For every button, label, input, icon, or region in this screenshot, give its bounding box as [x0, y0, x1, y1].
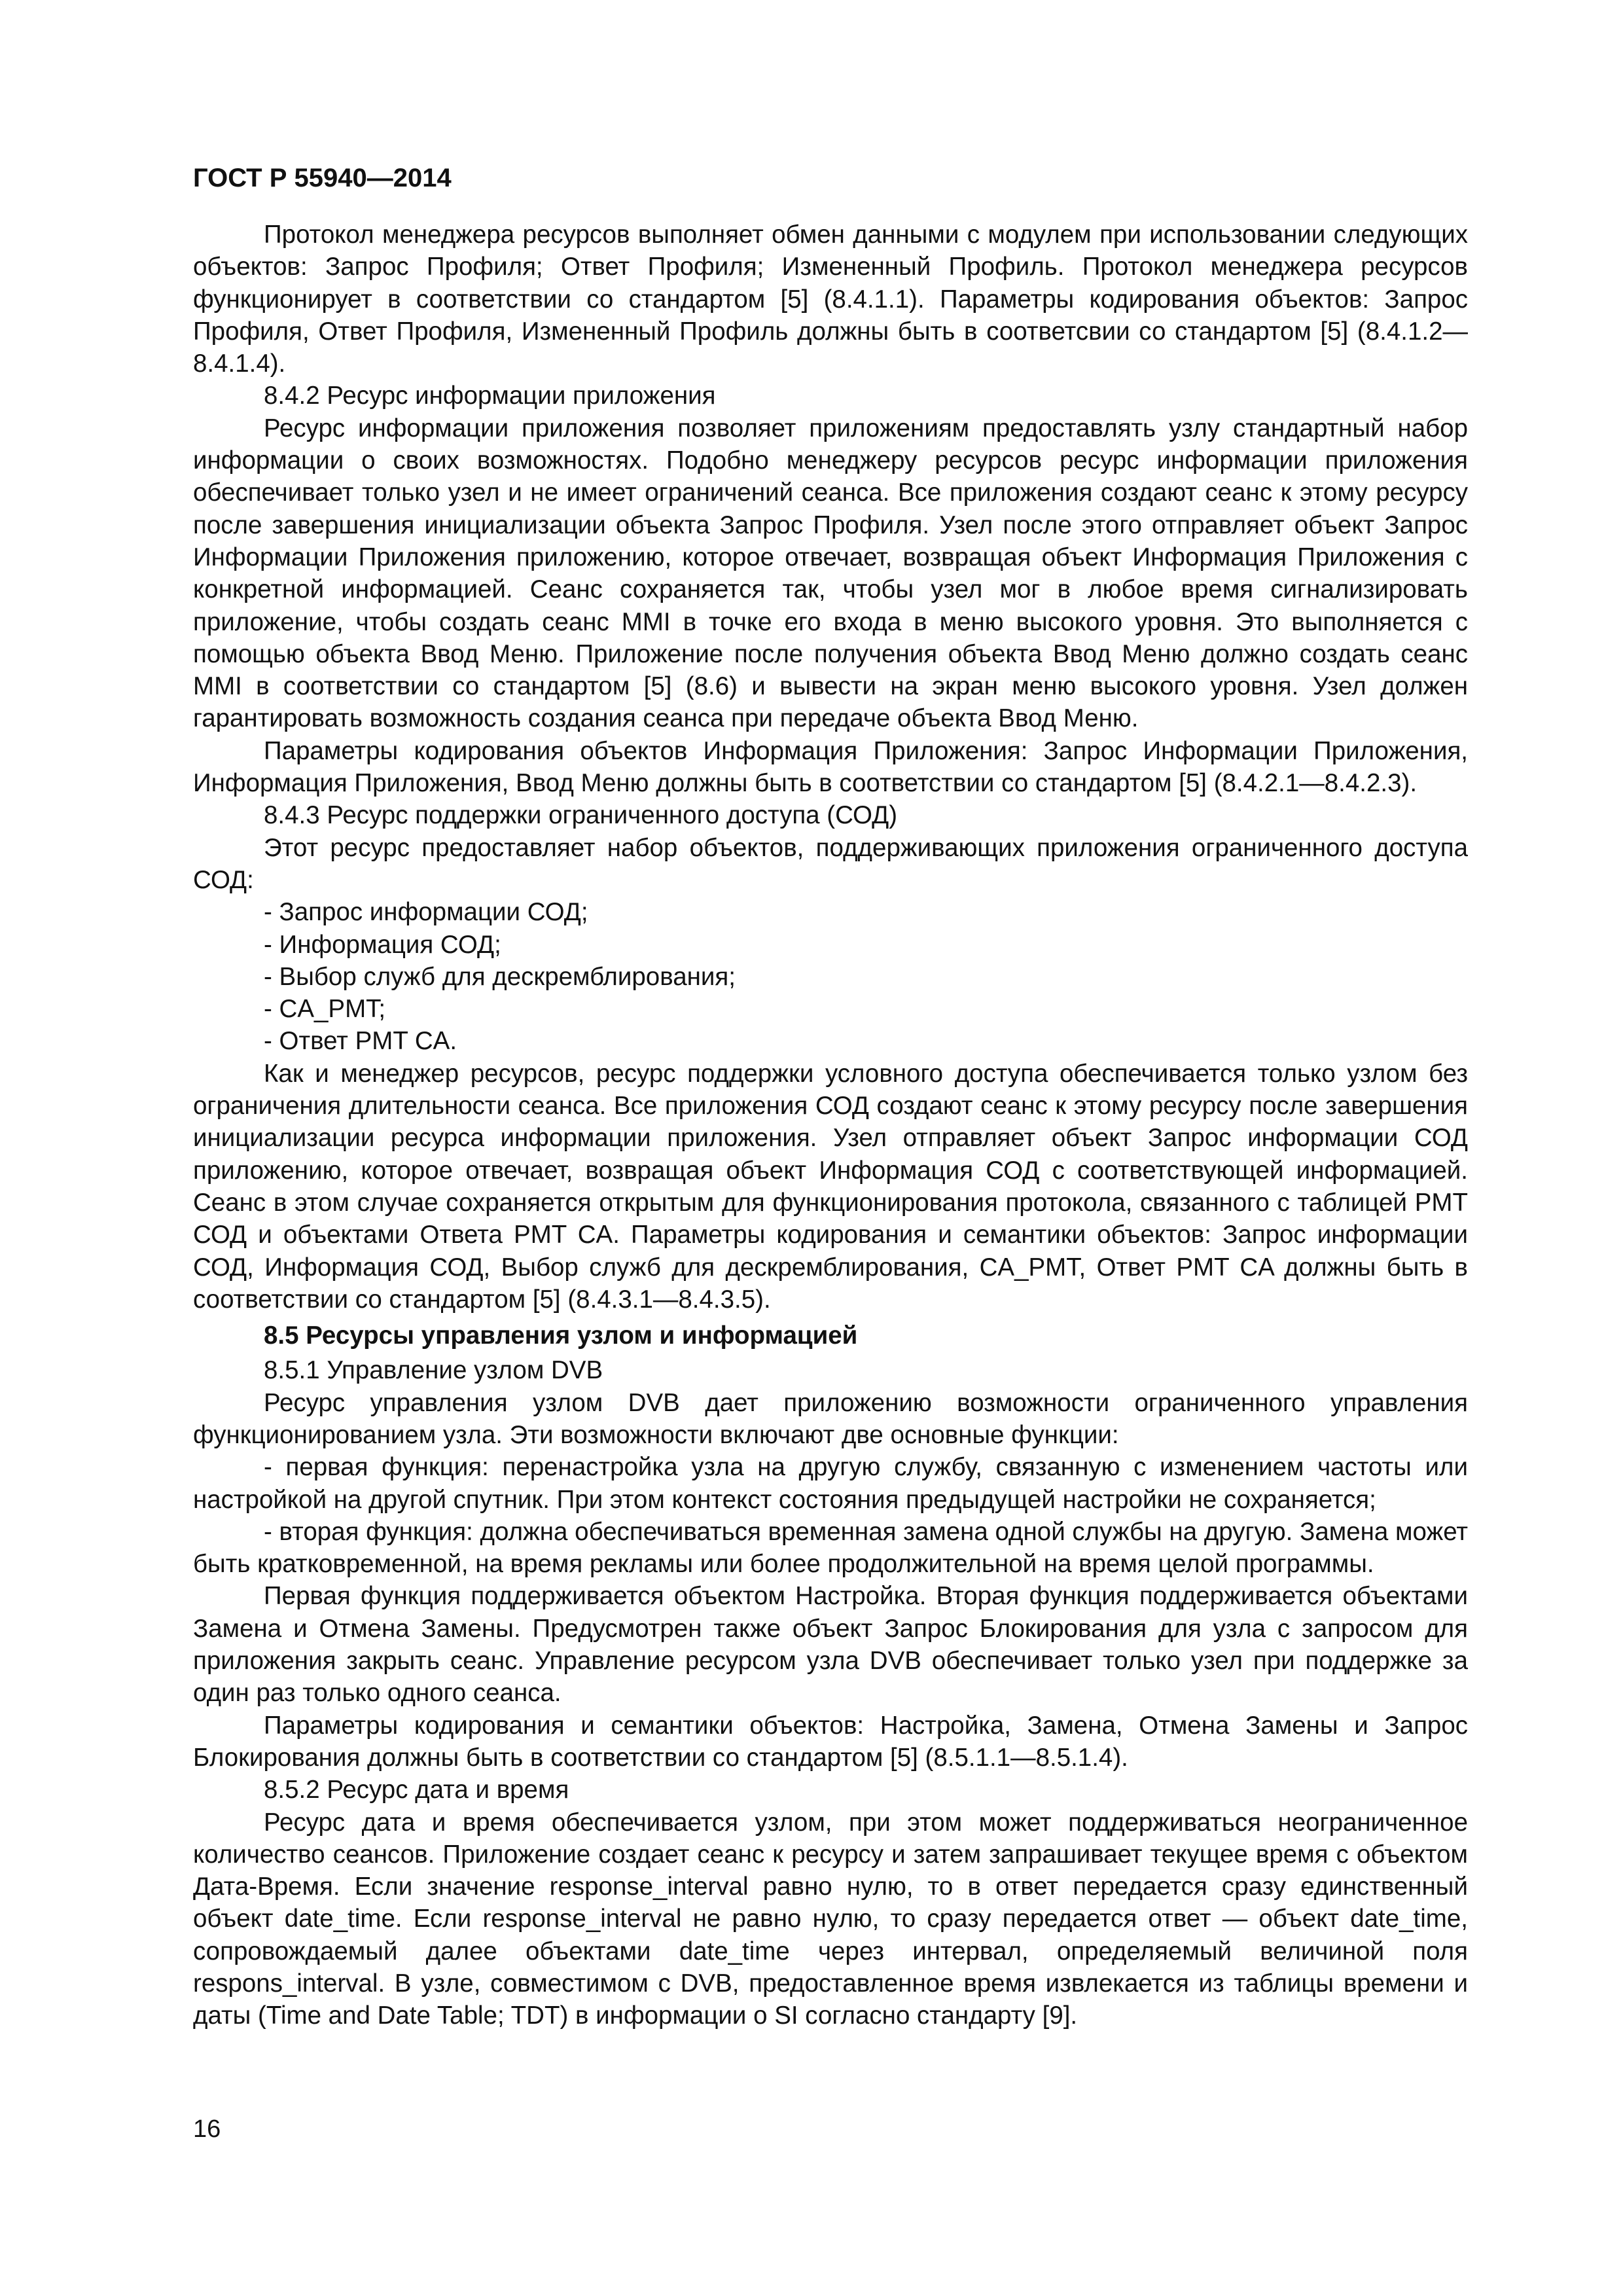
section-heading: 8.5.2 Ресурс дата и время: [264, 1776, 569, 1804]
list-item: - Выбор служб для дескремблирования;: [264, 962, 736, 991]
list-item: - CA_PMT;: [264, 995, 386, 1024]
list-item: - вторая функция: должна обеспечиваться временная замена одной службы на другую. Замена может быть кратковременной, на время рекламы или более продолжительной на время целой программы.: [193, 1517, 1468, 1579]
paragraph: Ресурс управления узлом DVB дает приложению возможности ограниченного управления функционированием узла. Эти возможности включают две основные функции:: [193, 1388, 1468, 1449]
paragraph: Этот ресурс предоставляет набор объектов, поддерживающих приложения ограниченного доступа СОД:: [193, 833, 1468, 894]
section-heading: 8.4.2 Ресурс информации приложения: [264, 382, 716, 410]
section-heading-bold: 8.5 Ресурсы управления узлом и информацией: [264, 1321, 858, 1350]
paragraph: Как и менеджер ресурсов, ресурс поддержки условного доступа обеспечивается только узлом без ограничения длительности сеанса. Все приложения СОД создают сеанс к этому ресурсу после завершения инициализации ресурса информации приложения. Узел отправляет объект Запрос информации СОД приложению, которое отвечает, возвращая объект Информация СОД с соответствующей информацией. Сеанс в этом случае сохраняется открытым для функционирования протокола, связанного с таблицей PMT СОД и объектами Ответа PMT CA. Параметры кодирования и семантики объектов: Запрос информации СОД, Информация СОД, Выбор служб для дескремблирования, CA_PMT, Ответ PMT CA должны быть в соответствии со стандартом [5] (8.4.3.1—8.4.3.5).: [193, 1059, 1468, 1314]
paragraph: Первая функция поддерживается объектом Настройка. Вторая функция поддерживается объектами Замена и Отмена Замены. Предусмотрен также объект Запрос Блокирования для узла с запросом для приложения закрыть сеанс. Управление ресурсом узла DVB обеспечивает только узел при поддержке за один раз только одного сеанса.: [193, 1582, 1468, 1708]
list-item: - Запрос информации СОД;: [264, 898, 588, 927]
list-item: - Ответ PMT CA.: [264, 1027, 457, 1056]
paragraph: Ресурс информации приложения позволяет приложениям предоставлять узлу стандартный набор информации о своих возможностях. Подобно менеджеру ресурсов ресурс информации приложения обеспечивает только узел и не имеет ограничений сеанса. Все приложения создают сеанс к этому ресурсу после завершения инициализации объекта Запрос Профиля. Узел после этого отправляет объект Запрос Информации Приложения приложению, которое отвечает, возвращая объект Информация Приложения с конкретной информацией. Сеанс сохраняется так, чтобы узел мог в любое время сигнализировать приложение, чтобы создать сеанс MMI в точке его входа в меню высокого уровня. Это выполняется с помощью объекта Ввод Меню. Приложение после получения объекта Ввод Меню должно создать сеанс MMI в соответствии со стандартом [5] (8.6) и вывести на экран меню высокого уровня. Узел должен гарантировать возможность создания сеанса при передаче объекта Ввод Меню.: [193, 414, 1468, 733]
paragraph: Протокол менеджера ресурсов выполняет обмен данными с модулем при использовании следующих объектов: Запрос Профиля; Ответ Профиля; Измененный Профиль. Протокол менеджера ресурсов функционирует в соответствии со стандартом [5] (8.4.1.1). Параметры кодирования объектов: Запрос Профиля, Ответ Профиля, Измененный Профиль должны быть в соответсвии со стандартом [5] (8.4.1.2—8.4.1.4).: [193, 221, 1468, 378]
page-number: 16: [193, 2115, 221, 2143]
paragraph: Параметры кодирования и семантики объектов: Настройка, Замена, Отмена Замены и Запрос Блокирования должны быть в соответствии со стандартом [5] (8.5.1.1—8.5.1.4).: [193, 1711, 1468, 1772]
list-item: - первая функция: перенастройка узла на другую службу, связанную с изменением частоты или настройкой на другой спутник. При этом контекст состояния предыдущей настройки не сохраняется;: [193, 1453, 1468, 1514]
document-body: [193, 219, 1468, 2032]
paragraph: Ресурс дата и время обеспечивается узлом, при этом может поддерживаться неограниченное количество сеансов. Приложение создает сеанс к ресурсу и затем запрашивает текущее время с объектом Дата-Время. Если значение response_interval равно нулю, то в ответ передается сразу единственный объект date_time. Если response_interval не равно нулю, то сразу передается ответ — объект date_time, сопровождаемый далее объектами date_time через интервал, определяемый величиной поля respons_interval. В узле, совместимом с DVB, предоставленное время извлекается из таблицы времени и даты (Time and Date Table; TDT) в информации о SI согласно стандарту [9].: [193, 1808, 1468, 2030]
section-heading: 8.5.1 Управление узлом DVB: [264, 1356, 603, 1385]
list-item: - Информация СОД;: [264, 930, 501, 959]
section-heading: 8.4.3 Ресурс поддержки ограниченного доступа (СОД): [264, 801, 898, 830]
paragraph: Параметры кодирования объектов Информация Приложения: Запрос Информации Приложения, Информация Приложения, Ввод Меню должны быть в соответствии со стандартом [5] (8.4.2.1—8.4.2.3).: [193, 736, 1468, 798]
document-header: ГОСТ Р 55940—2014: [193, 164, 452, 192]
